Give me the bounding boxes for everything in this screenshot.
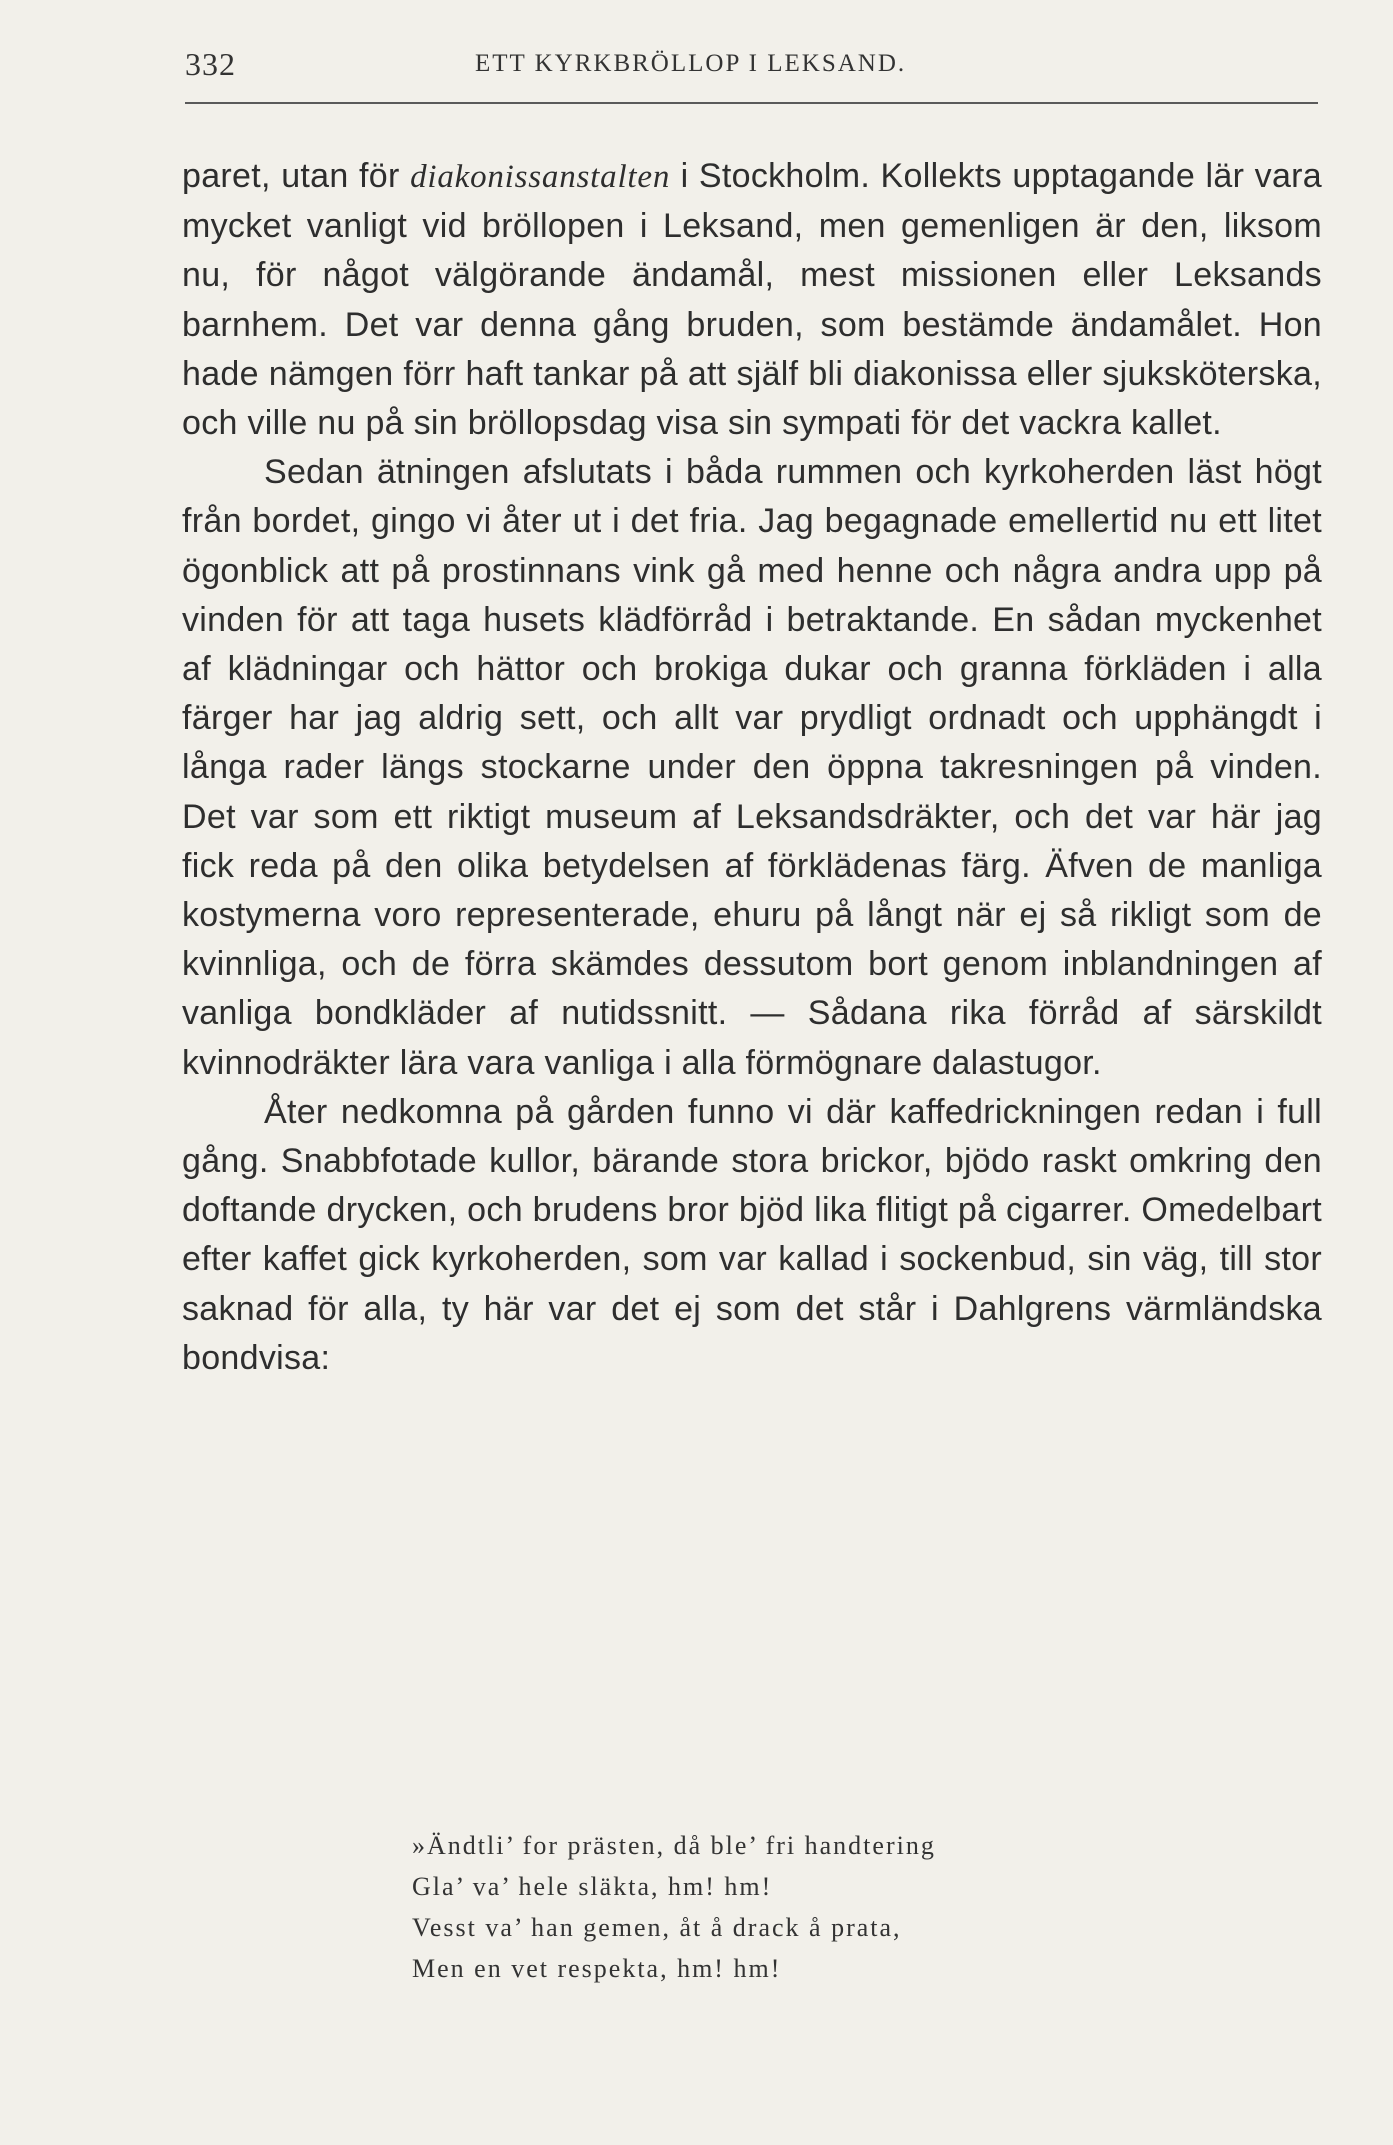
poem-line-2: Gla’ va’ hele släkta, hm! hm! xyxy=(412,1872,773,1901)
header-rule xyxy=(185,102,1318,104)
paragraph-1-italic-term: diakonissanstalten xyxy=(410,159,671,195)
running-title: ETT KYRKBRÖLLOP I LEKSAND. xyxy=(475,50,907,77)
body-text xyxy=(182,152,1322,1383)
paragraph-1-text-b: i Stockholm. Kollekts upptagande lär vara mycket vanligt vid bröllopen i Leksand, men gemenligen är den, liksom nu, för något välgörande ändamål, mest missionen eller Leksands barnhem. Det var denna gång bruden, som bestämde ändamålet. Hon hade nämgen förr haft tankar på att själf bli diakonissa eller sjuksköterska, och ville nu på sin bröllopsdag visa sin sympati för det vackra kallet. xyxy=(182,157,1322,443)
paragraph-3 xyxy=(182,1088,1322,1383)
poem-line-1: »Ändtli’ for prästen, då ble’ fri handtering xyxy=(412,1831,936,1860)
paragraph-1-text-a: paret, utan för xyxy=(182,157,411,195)
poem-line-3: Vesst va’ han gemen, åt å drack å prata, xyxy=(412,1913,902,1942)
page-number: 332 xyxy=(185,46,236,82)
paragraph-2 xyxy=(182,448,1322,1088)
poem-line-4: Men en vet respekta, hm! hm! xyxy=(412,1954,782,1983)
paragraph-3-text: Åter nedkomna på gården funno vi där kaffedrickningen redan i full gång. Snabbfotade kullor, bärande stora brickor, bjödo raskt omkring den doftande drycken, och brudens bror bjöd lika flitigt på cigarrer. Omedelbart efter kaffet gick kyrkoherden, som var kallad i sockenbud, sin väg, till stor saknad för alla, ty här var det ej som det står i Dahlgrens värmländska bondvisa: xyxy=(182,1092,1322,1377)
paragraph-2-text: Sedan ätningen afslutats i båda rummen och kyrkoherden läst högt från bordet, gingo vi åter ut i det fria. Jag begagnade emellertid nu ett litet ögonblick att på prostinnans vink gå med henne och några andra upp på vinden för att taga husets klädförråd i betraktande. En sådan myckenhet af klädningar och hättor och brokiga dukar och granna förkläden i alla färger har jag aldrig sett, och allt var prydligt ordnadt och upphängdt i långa rader längs stockarne under den öppna takresningen på vinden. Det var som ett riktigt museum af Leksandsdräkter, och det var här jag fick reda på den olika betydelsen af förklädenas färg. Äfven de manliga kostymerna voro representerade, ehuru på långt när ej så rikligt som de kvinnliga, och de förra skämdes dessutom bort genom inblandningen af vanliga bondkläder af nutidssnitt. — Sådana rika förråd af särskildt kvinnodräkter lära vara vanliga i alla förmögnare dalastugor. xyxy=(182,453,1322,1082)
paragraph-1 xyxy=(182,152,1322,448)
running-header xyxy=(185,46,1315,96)
poem-quote xyxy=(412,1825,1172,1989)
